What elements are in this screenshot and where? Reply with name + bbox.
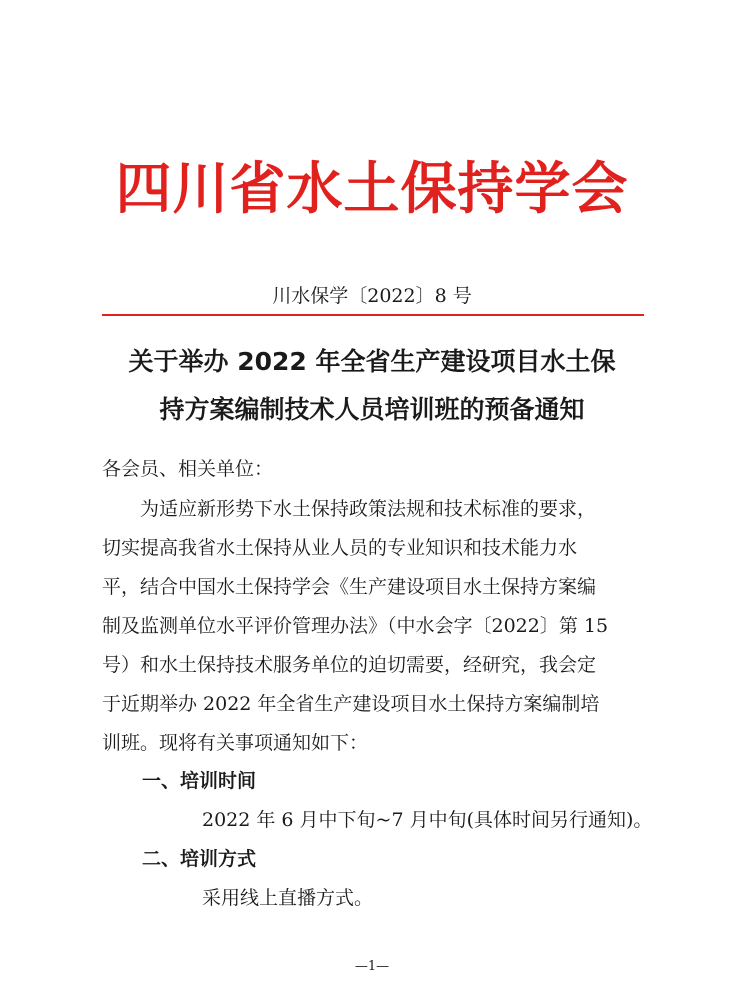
page-number: —1— — [354, 959, 390, 974]
paragraph-line: 平，结合中国水土保持学会《生产建设项目水土保持方案编 — [102, 576, 597, 598]
paragraph-line: 制及监测单位水平评价管理办法》（中水会字〔2022〕第 15 — [102, 615, 609, 637]
paragraph-line: 训班。现将有关事项通知如下： — [102, 732, 369, 754]
paragraph-line: 为适应新形势下水土保持政策法规和技术标准的要求， — [140, 498, 597, 520]
section-heading-training-method: 二、培训方式 — [142, 848, 257, 870]
title-line-1: 关于举办 2022 年全省生产建设项目水土保 — [128, 347, 616, 376]
paragraph-line: 切实提高我省水土保持从业人员的专业知识和技术能力水 — [102, 537, 578, 559]
section-text-training-method: 采用线上直播方式。 — [202, 887, 374, 909]
paragraph-line: 于近期举办 2022 年全省生产建设项目水土保持方案编制培 — [102, 693, 600, 715]
organization-header: 四川省水土保持学会 — [115, 157, 629, 222]
red-divider-line — [102, 314, 644, 316]
document-number: 川水保学〔2022〕8 号 — [272, 285, 472, 307]
document-title — [100, 338, 644, 434]
section-text-training-time: 2022 年 6 月中下旬~7 月中旬(具体时间另行通知)。 — [202, 809, 653, 831]
paragraph-line: 号）和水土保持技术服务单位的迫切需要，经研究，我会定 — [102, 654, 597, 676]
section-heading-training-time: 一、培训时间 — [142, 770, 257, 792]
salutation: 各会员、相关单位： — [102, 458, 274, 480]
title-line-2: 持方案编制技术人员培训班的预备通知 — [159, 395, 585, 424]
